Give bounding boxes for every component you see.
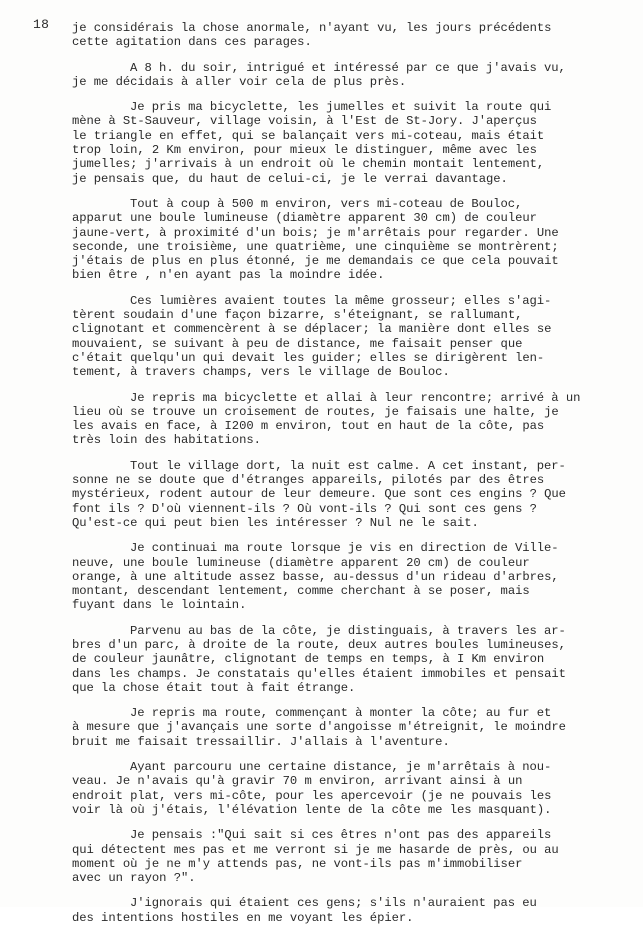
text-line: je considérais la chose anormale, n'ayant vu, les jours précédents bbox=[72, 21, 552, 35]
text-line: orange, à une altitude assez basse, au-dessus d'un rideau d'arbres, bbox=[72, 569, 559, 584]
paragraph bbox=[72, 896, 592, 925]
text-line: A 8 h. du soir, intrigué et intéressé par ce que j'avais vu, bbox=[130, 60, 566, 75]
text-line: que la chose était tout à fait étrange. bbox=[72, 680, 356, 695]
text-line: J'ignorais qui étaient ces gens; s'ils n'auraient pas eu bbox=[130, 896, 537, 911]
paragraph bbox=[72, 760, 592, 817]
text-line: bruit me faisait tressaillir. J'allais à l'aventure. bbox=[72, 734, 450, 749]
paragraph bbox=[72, 624, 592, 695]
text-line: tement, à travers champs, vers le village de Bouloc. bbox=[72, 365, 450, 380]
text-line: dans les champs. Je constatais qu'elles étaient immobiles et pensait bbox=[72, 666, 566, 681]
text-line: moment où je ne m'y attends pas, ne vont-ils pas m'immobiliser bbox=[72, 856, 523, 871]
text-line: Parvenu au bas de la côte, je distinguais, à travers les ar- bbox=[130, 623, 566, 638]
paragraph bbox=[72, 100, 592, 186]
text-line: bres d'un parc, à droite de la route, deux autres boules lumineuses, bbox=[72, 637, 566, 652]
text-line: qui détectent mes pas et me verront si je me hasarde de près, ou au bbox=[72, 842, 559, 857]
text-line: Tout à coup à 500 m environ, vers mi-coteau de Bouloc, bbox=[130, 196, 523, 211]
text-line: de couleur jaunâtre, clignotant de temps en temps, à I Km environ bbox=[72, 652, 545, 667]
text-line: Je continuai ma route lorsque je vis en direction de Ville- bbox=[130, 541, 559, 556]
text-line: Qu'est-ce qui peut bien les intéresser ? Nul ne le sait. bbox=[72, 515, 479, 530]
paragraph bbox=[72, 61, 592, 90]
text-line: à mesure que j'avançais une sorte d'angoisse m'étreignit, le moindre bbox=[72, 720, 566, 735]
text-line: neuve, une boule lumineuse (diamètre apparent 20 cm) de couleur bbox=[72, 555, 530, 570]
text-line: avec un rayon ?". bbox=[72, 871, 196, 886]
text-line: Je pris ma bicyclette, les jumelles et suivit la route qui bbox=[130, 100, 552, 115]
text-line: Je repris ma route, commençant à monter la côte; au fur et bbox=[130, 706, 552, 721]
text-line: veau. Je n'avais qu'à gravir 70 m environ, arrivant ainsi à un bbox=[72, 774, 523, 789]
paragraph bbox=[72, 197, 592, 283]
text-line: font ils ? D'où viennent-ils ? Où vont-ils ? Qui sont ces gens ? bbox=[72, 501, 537, 516]
text-line: voir là où j'étais, l'élévation lente de la côte me les masquant). bbox=[72, 802, 552, 817]
paragraph bbox=[72, 21, 592, 50]
text-line: fuyant dans le lointain. bbox=[72, 598, 247, 613]
text-line: sonne ne se doute que d'étranges appareils, pilotés par des êtres bbox=[72, 473, 545, 488]
text-line: Ayant parcouru une certaine distance, je m'arrêtais à nou- bbox=[130, 760, 552, 775]
page-number: 18 bbox=[33, 17, 50, 32]
text-line: Je repris ma bicyclette et allai à leur rencontre; arrivé à un bbox=[130, 390, 581, 405]
text-line: des intentions hostiles en me voyant les épier. bbox=[72, 910, 414, 925]
text-line: endroit plat, vers mi-côte, pour les apercevoir (je ne pouvais les bbox=[72, 788, 552, 803]
text-line: les avais en face, à I200 m environ, tout en haut de la côte, pas bbox=[72, 419, 545, 434]
text-line: montant, descendant lentement, comme cherchant à se poser, mais bbox=[72, 584, 530, 599]
text-line: clignotant et commencèrent à se déplacer; la manière dont elles se bbox=[72, 322, 552, 337]
text-line: tèrent soudain d'une façon bizarre, s'éteignant, se rallumant, bbox=[72, 308, 523, 323]
text-line: bien être , n'en ayant pas la moindre idée. bbox=[72, 268, 385, 283]
paragraph bbox=[72, 706, 592, 749]
paragraph bbox=[72, 391, 592, 448]
text-line: jumelles; j'arrivais à un endroit où le chemin montait lentement, bbox=[72, 157, 545, 172]
text-line: Tout le village dort, la nuit est calme. A cet instant, per- bbox=[130, 458, 566, 473]
text-line: je pensais que, du haut de celui-ci, je le verrai davantage. bbox=[72, 171, 508, 186]
text-line: mouvaient, se suivant à peu de distance, me faisait penser que bbox=[72, 336, 523, 351]
text-line: jaune-vert, à proximité d'un bois; je m'arrêtais pour regarder. Une bbox=[72, 225, 559, 240]
text-body bbox=[72, 21, 592, 936]
text-line: mystérieux, rodent autour de leur demeure. Que sont ces engins ? Que bbox=[72, 487, 566, 502]
text-line: seconde, une troisième, une quatrième, une cinquième se montrèrent; bbox=[72, 239, 559, 254]
paragraph bbox=[72, 459, 592, 530]
text-line: Ces lumières avaient toutes la même grosseur; elles s'agi- bbox=[130, 293, 552, 308]
text-line: je me décidais à aller voir cela de plus près. bbox=[72, 74, 407, 89]
text-line: lieu où se trouve un croisement de routes, je faisais une halte, je bbox=[72, 404, 559, 419]
paragraph bbox=[72, 541, 592, 612]
text-line: mène à St-Sauveur, village voisin, à l'Est de St-Jory. J'aperçus bbox=[72, 114, 537, 129]
text-line: c'était quelqu'un qui devait les guider; elles se dirigèrent len- bbox=[72, 350, 545, 365]
paragraph bbox=[72, 828, 592, 885]
text-line: trop loin, 2 Km environ, pour mieux le distinguer, même avec les bbox=[72, 143, 537, 158]
text-line: très loin des habitations. bbox=[72, 433, 261, 448]
text-line: cette agitation dans ces parages. bbox=[72, 35, 312, 50]
text-line: apparut une boule lumineuse (diamètre apparent 30 cm) de couleur bbox=[72, 211, 537, 226]
text-line: j'étais de plus en plus étonné, je me demandais ce que cela pouvait bbox=[72, 254, 559, 269]
text-line: Je pensais :"Qui sait si ces êtres n'ont pas des appareils bbox=[130, 828, 552, 843]
paragraph bbox=[72, 294, 592, 380]
text-line: le triangle en effet, qui se balançait vers mi-coteau, mais était bbox=[72, 128, 545, 143]
